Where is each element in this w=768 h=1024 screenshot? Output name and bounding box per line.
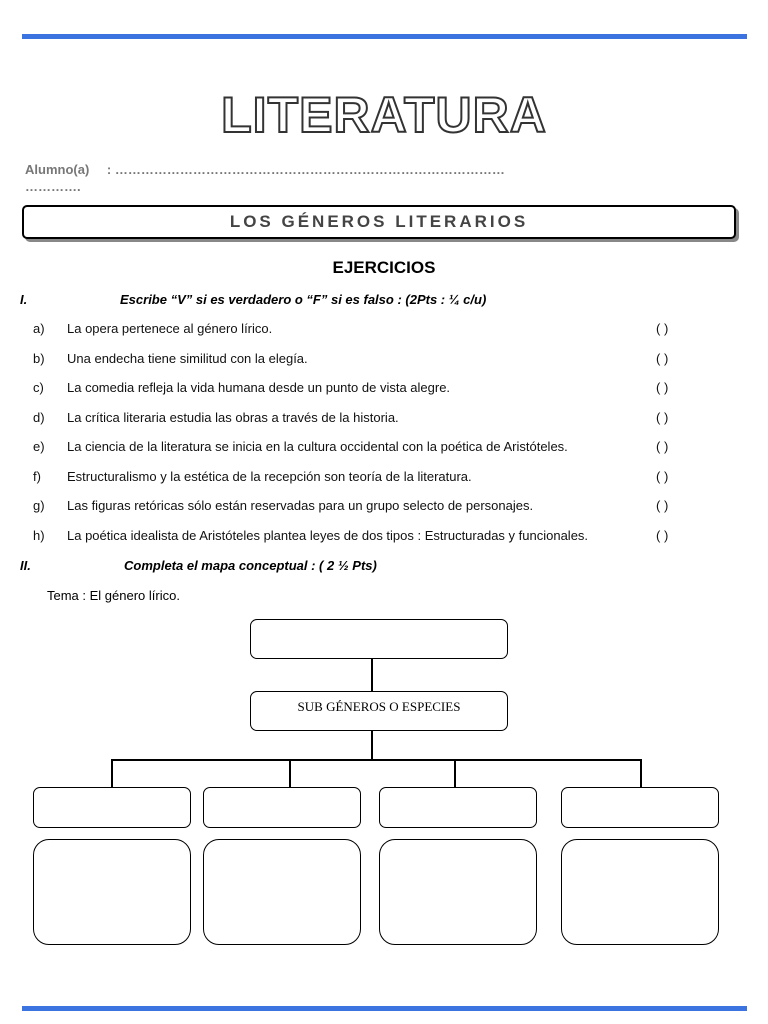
bottom-rule bbox=[22, 1006, 747, 1011]
map-detail-box-4[interactable] bbox=[561, 839, 719, 945]
map-species-box-1[interactable] bbox=[33, 787, 191, 828]
top-rule bbox=[22, 34, 747, 39]
answer-blank[interactable]: ( ) bbox=[656, 351, 669, 366]
question-letter: b) bbox=[33, 351, 45, 366]
exercises-heading: EJERCICIOS bbox=[332, 258, 436, 277]
map-connector bbox=[371, 730, 373, 760]
question-text: La crítica literaria estudia las obras a través de la historia. bbox=[67, 410, 399, 425]
student-line bbox=[25, 162, 505, 194]
question-text: La poética idealista de Aristóteles plantea leyes de dos tipos : Estructuradas y funcionales. bbox=[67, 528, 589, 543]
question-letter: e) bbox=[33, 439, 45, 454]
question-letter: f) bbox=[33, 469, 41, 484]
section-1-header bbox=[20, 292, 486, 307]
section-2-header bbox=[20, 558, 377, 573]
question-letter: d) bbox=[33, 410, 45, 425]
student-name-field-continued[interactable]: …………. bbox=[25, 179, 81, 194]
question-text: La ciencia de la literatura se inicia en la cultura occidental con la poética de Aristóteles. bbox=[67, 439, 568, 454]
question-letter: h) bbox=[33, 528, 45, 543]
answer-blank[interactable]: ( ) bbox=[656, 410, 669, 425]
answer-blank[interactable]: ( ) bbox=[656, 380, 669, 395]
map-theme: Tema : El género lírico. bbox=[47, 588, 180, 603]
map-top-box[interactable] bbox=[250, 619, 508, 659]
student-colon: : bbox=[106, 162, 112, 177]
question-text: Las figuras retóricas sólo están reservadas para un grupo selecto de personajes. bbox=[67, 498, 534, 513]
map-connector bbox=[289, 759, 291, 787]
answer-blank[interactable]: ( ) bbox=[656, 528, 669, 543]
map-detail-box-2[interactable] bbox=[203, 839, 361, 945]
map-species-box-4[interactable] bbox=[561, 787, 719, 828]
map-connector bbox=[454, 759, 456, 787]
question-letter: a) bbox=[33, 321, 45, 336]
map-species-box-2[interactable] bbox=[203, 787, 361, 828]
answer-blank[interactable]: ( ) bbox=[656, 439, 669, 454]
section-banner bbox=[22, 205, 736, 239]
map-connector bbox=[111, 759, 113, 787]
answer-blank[interactable]: ( ) bbox=[656, 469, 669, 484]
map-connector bbox=[371, 658, 373, 691]
page-title: LITERATURA bbox=[221, 87, 547, 143]
banner-text: LOS GÉNEROS LITERARIOS bbox=[229, 212, 529, 231]
section-1-instruction: Escribe “V” si es verdadero o “F” si es falso : (2Pts : ¼ c/u) bbox=[120, 292, 487, 307]
map-middle-box bbox=[250, 691, 508, 731]
section-2-number: II. bbox=[20, 558, 31, 573]
map-connector bbox=[640, 759, 642, 787]
question-letter: c) bbox=[33, 380, 44, 395]
map-branch-line bbox=[111, 759, 641, 761]
map-detail-box-1[interactable] bbox=[33, 839, 191, 945]
question-text: Estructuralismo y la estética de la recepción son teoría de la literatura. bbox=[67, 469, 472, 484]
answer-blank[interactable]: ( ) bbox=[656, 498, 669, 513]
answer-blank[interactable]: ( ) bbox=[656, 321, 669, 336]
student-name-field[interactable]: ……………………………………………………………………………… bbox=[114, 162, 505, 177]
question-text: La comedia refleja la vida humana desde un punto de vista alegre. bbox=[67, 380, 451, 395]
question-text: La opera pertenece al género lírico. bbox=[67, 321, 273, 336]
map-species-box-3[interactable] bbox=[379, 787, 537, 828]
student-label: Alumno(a) bbox=[25, 162, 90, 177]
map-detail-box-3[interactable] bbox=[379, 839, 537, 945]
title-container bbox=[0, 86, 768, 144]
section-2-instruction: Completa el mapa conceptual : ( 2 ½ Pts) bbox=[124, 558, 377, 573]
question-text: Una endecha tiene similitud con la elegía. bbox=[67, 351, 308, 366]
map-middle-label: SUB GÉNEROS O ESPECIES bbox=[297, 699, 461, 714]
section-1-number: I. bbox=[20, 292, 28, 307]
question-letter: g) bbox=[33, 498, 45, 513]
